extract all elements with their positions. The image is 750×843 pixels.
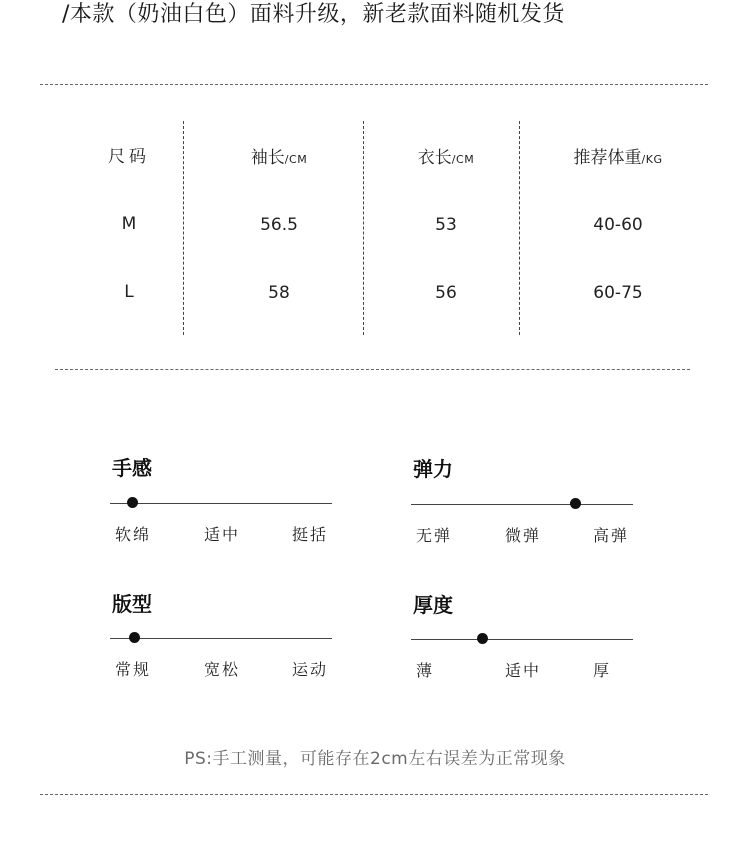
attribute-title: 版型 [112,592,152,616]
attribute-title: 弹力 [413,457,453,481]
header-sleeve-length: 袖长/CM [250,148,308,168]
body-length-value: 53 [435,215,457,235]
scale-option-low: 薄 [416,661,435,680]
scale-indicator [477,633,488,644]
scale-option-low: 无弹 [416,526,453,545]
column-divider [363,121,364,335]
weight-value: 60-75 [593,283,643,303]
scale-indicator [570,498,581,509]
sleeve-length-value: 58 [268,283,290,303]
scale-track [411,639,633,640]
attribute-title: 手感 [112,456,152,480]
scale-option-high: 厚 [593,661,612,680]
body-length-value: 56 [435,283,457,303]
sleeve-length-value: 56.5 [260,215,298,235]
column-divider [519,121,520,335]
header-size: 尺码 [108,147,150,167]
fabric-notice: /本款（奶油白色）面料升级，新老款面料随机发货 [62,2,565,27]
divider-bottom [40,794,708,795]
scale-option-mid: 适中 [505,661,542,680]
scale-option-mid: 微弹 [505,526,542,545]
scale-track [110,638,332,639]
header-recommended-weight: 推荐体重/KG [573,148,663,168]
scale-option-mid: 宽松 [204,660,241,679]
scale-track [411,504,633,505]
scale-option-high: 挺括 [292,525,329,544]
scale-track [110,503,332,504]
scale-option-low: 常规 [115,660,152,679]
scale-indicator [129,632,140,643]
size-value: M [121,214,137,234]
measurement-note: PS:手工测量，可能存在2cm左右误差为正常现象 [184,749,566,769]
scale-option-high: 运动 [292,660,329,679]
column-divider [183,121,184,335]
header-body-length: 衣长/CM [417,148,475,168]
weight-value: 40-60 [593,215,643,235]
scale-indicator [127,497,138,508]
scale-option-mid: 适中 [204,525,241,544]
size-value: L [124,282,134,302]
scale-option-low: 软绵 [115,525,152,544]
attribute-title: 厚度 [413,593,453,617]
scale-option-high: 高弹 [593,526,630,545]
divider-top [40,84,708,85]
divider-middle [55,369,690,370]
